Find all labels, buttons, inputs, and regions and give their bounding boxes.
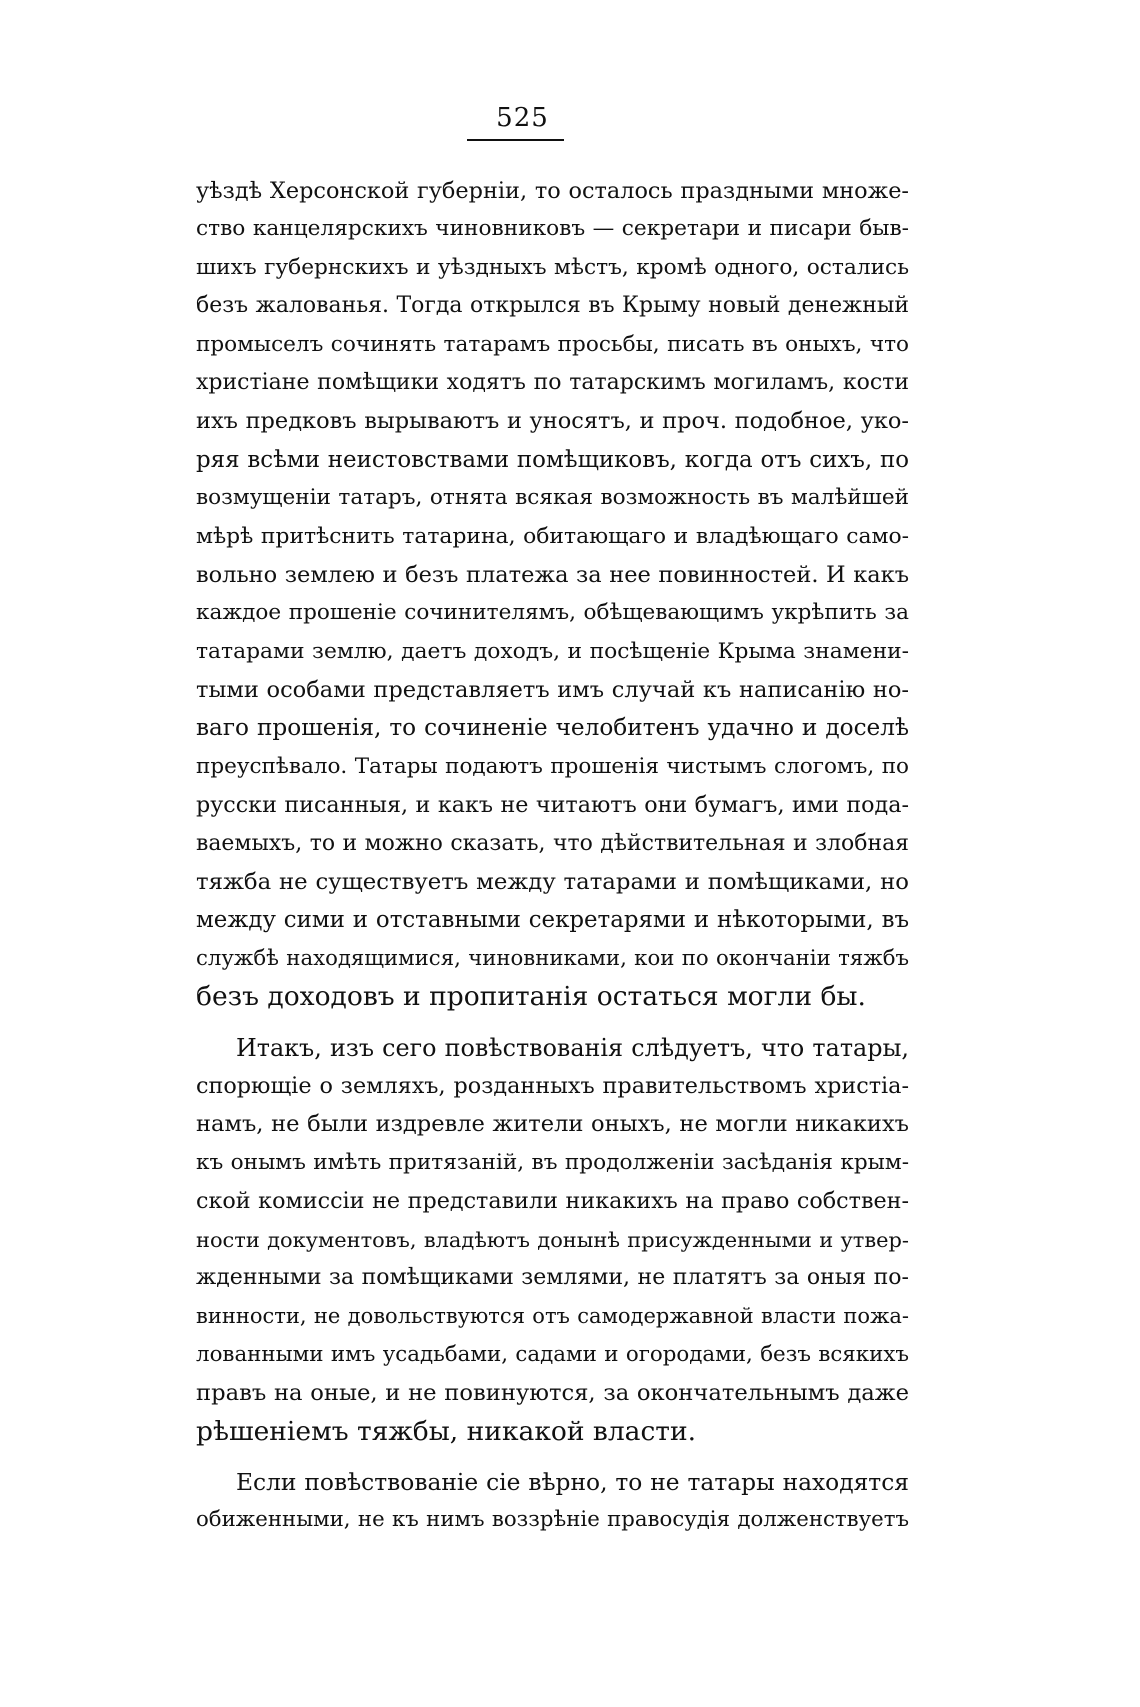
paragraph-gap — [196, 1451, 909, 1463]
text-line: каждое прошеніе сочинителямъ, обѣщевающимъ укрѣпить за — [196, 600, 909, 626]
text-line: правъ на оные, и не повинуются, за окончательнымъ даже — [196, 1380, 909, 1407]
text-line: тяжба не существуетъ между татарами и помѣщиками, но — [196, 869, 909, 896]
paragraph — [196, 172, 909, 1017]
text-line: мѣрѣ притѣснить татарина, обитающаго и владѣющаго само- — [196, 523, 909, 549]
text-line: ваго прошенія, то сочиненіе челобитенъ удачно и доселѣ — [196, 714, 909, 742]
text-line: жденными за помѣщиками землями, не платятъ за оныя по- — [196, 1264, 909, 1290]
text-line: обиженными, не къ нимъ воззрѣніе правосудія долженствуетъ — [196, 1507, 909, 1533]
page-number: 525 — [496, 103, 549, 133]
paragraph — [196, 1029, 909, 1451]
text-line: безъ доходовъ и пропитанія остаться могли бы. — [196, 981, 866, 1013]
text-line: ство канцелярскихъ чиновниковъ — секретари и писари быв- — [196, 216, 909, 242]
text-line: лованными имъ усадьбами, садами и огородами, безъ всякихъ — [196, 1341, 909, 1367]
text-line: вольно землею и безъ платежа за нее повинностей. И какъ — [196, 561, 909, 588]
text-line: русски писанныя, и какъ не читаютъ они бумагъ, ими пода- — [196, 792, 909, 819]
text-line: между сими и отставными секретарями и нѣкоторыми, въ — [196, 907, 909, 934]
text-line: къ онымъ имѣть притязаній, въ продолженіи засѣданія крым- — [196, 1149, 909, 1175]
text-line: уѣздѣ Херсонской губерніи, то осталось праздными множе- — [196, 178, 909, 204]
text-line: ской комиссіи не представили никакихъ на право собствен- — [196, 1188, 909, 1215]
text-line: татарами землю, даетъ доходъ, и посѣщеніе Крыма знамени- — [196, 638, 909, 664]
text-line: спорющіе о земляхъ, розданныхъ правительствомъ христіа- — [196, 1072, 909, 1099]
body-text — [196, 172, 909, 1540]
text-line: ности документовъ, владѣютъ донынѣ присужденными и утвер- — [196, 1227, 909, 1252]
text-line: рѣшеніемъ тяжбы, никакой власти. — [196, 1415, 697, 1447]
text-line: шихъ губернскихъ и уѣздныхъ мѣстъ, кромѣ одного, остались — [196, 254, 909, 280]
text-line: ряя всѣми неистовствами помѣщиковъ, когда отъ сихъ, по — [196, 446, 909, 473]
text-line: ваемыхъ, то и можно сказать, что дѣйствительная и злобная — [196, 830, 909, 856]
text-line: винности, не довольствуются отъ самодержавной власти пожа- — [196, 1303, 909, 1329]
text-line: ихъ предковъ вырываютъ и уносятъ, и проч. подобное, уко- — [196, 408, 909, 435]
text-line: безъ жалованья. Тогда открылся въ Крыму новый денежный — [196, 293, 909, 319]
page-number-rule — [467, 139, 564, 141]
text-line: тыми особами представляетъ имъ случай къ написанію но- — [196, 677, 909, 704]
text-line: преуспѣвало. Татары подаютъ прошенія чистымъ слогомъ, по — [196, 753, 909, 779]
text-line: службѣ находящимися, чиновниками, кои по окончаніи тяжбъ — [196, 945, 909, 971]
paragraph — [196, 1463, 909, 1540]
text-line: Если повѣствованіе сіе вѣрно, то не татары находятся — [236, 1467, 909, 1496]
text-line: намъ, не были издревле жители оныхъ, не могли никакихъ — [196, 1111, 909, 1138]
text-line: возмущеніи татаръ, отнята всякая возможность въ малѣйшей — [196, 485, 909, 511]
paragraph-gap — [196, 1017, 909, 1029]
text-line: Итакъ, изъ сего повѣствованія слѣдуетъ, что татары, — [236, 1033, 909, 1062]
text-line: христіане помѣщики ходятъ по татарскимъ могиламъ, кости — [196, 369, 909, 395]
text-line: промыселъ сочинять татарамъ просьбы, писать въ оныхъ, что — [196, 331, 909, 357]
